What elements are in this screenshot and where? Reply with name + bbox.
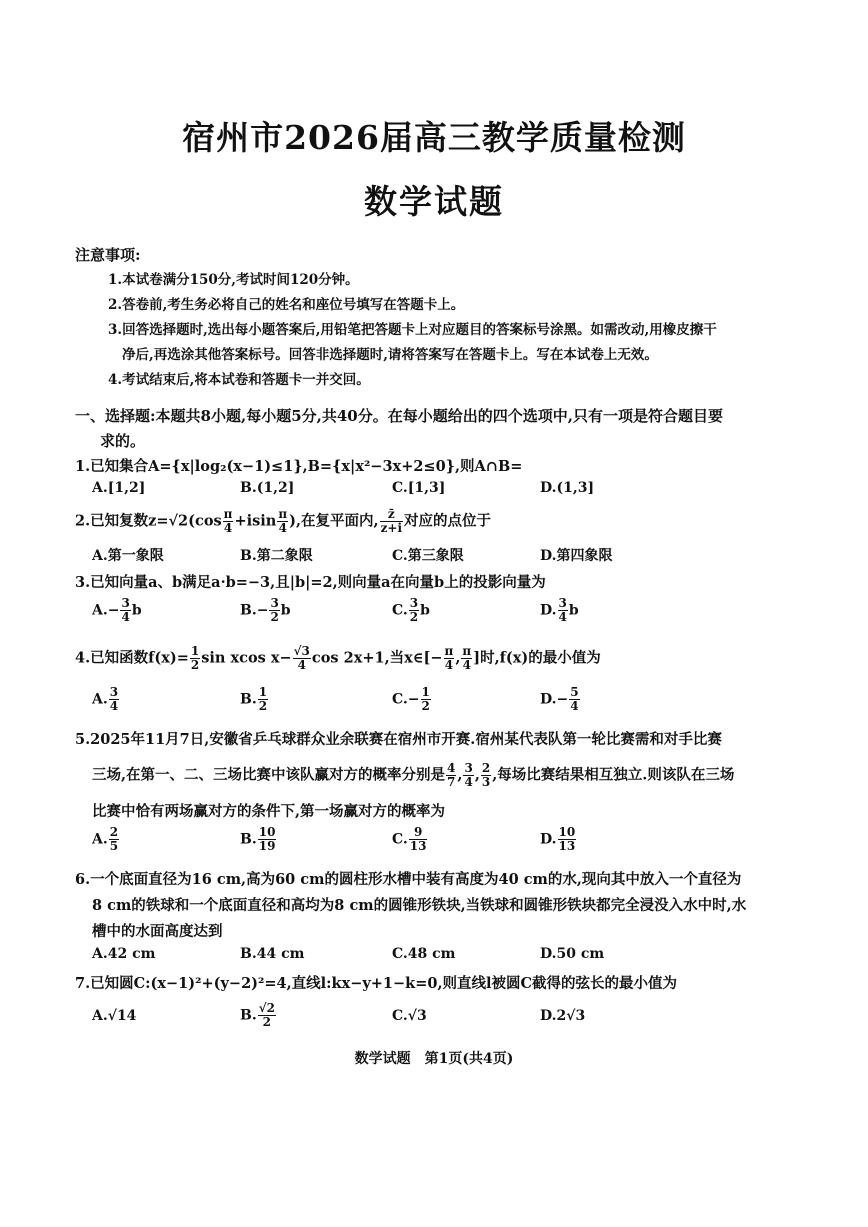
fraction xyxy=(258,826,277,853)
numerator: π xyxy=(278,507,288,521)
q3-option-b xyxy=(240,597,291,624)
option-label: D.− xyxy=(540,691,569,708)
numerator: √2 xyxy=(258,1001,275,1015)
question-4-stem xyxy=(75,645,601,672)
q2-option-b: B.第二象限 xyxy=(240,548,313,564)
fraction xyxy=(461,645,472,672)
fraction xyxy=(569,686,579,713)
denominator: 2 xyxy=(409,610,419,624)
numerator: 3 xyxy=(270,596,279,610)
option-suffix: b xyxy=(568,602,579,619)
numerator: 2 xyxy=(109,825,119,839)
option-suffix: b xyxy=(131,602,142,619)
fraction xyxy=(380,508,403,535)
fraction xyxy=(120,597,130,624)
denominator: 2 xyxy=(258,699,268,713)
denominator: 4 xyxy=(223,521,233,535)
denominator: 4 xyxy=(558,610,567,624)
q5-text: ,每场比赛结果相互独立.则该队在三场 xyxy=(492,766,735,784)
numerator: 3 xyxy=(109,685,119,699)
fraction xyxy=(481,762,491,789)
denominator: 4 xyxy=(570,699,579,713)
fraction xyxy=(258,686,268,713)
option-label: A. xyxy=(92,831,108,848)
note-item: 2.答卷前,考生务必将自己的姓名和座位号填写在答题卡上。 xyxy=(108,297,465,313)
q2-option-d: D.第四象限 xyxy=(540,548,613,564)
option-label: D. xyxy=(540,602,557,619)
denominator: 7 xyxy=(447,775,456,789)
q4-text: 4.已知函数f(x)= xyxy=(75,649,189,667)
numerator: 10 xyxy=(558,825,576,839)
q1-option-c: C.[1,3] xyxy=(392,480,446,496)
note-item: 3.回答选择题时,选出每小题答案后,用铅笔把答题卡上对应题目的答案标号涂黑。如需改动,用橡皮擦干 xyxy=(108,322,717,338)
q4-option-b xyxy=(240,686,269,713)
q5-text: 三场,在第一、二、三场比赛中该队赢对方的概率分别是 xyxy=(92,766,446,784)
numerator: 1 xyxy=(421,685,430,699)
q2-text: 对应的点位于 xyxy=(404,512,492,530)
q3-option-a xyxy=(92,597,142,624)
question-1-stem: 1.已知集合A={x|log₂(x−1)≤1},B={x|x²−3x+2≤0},则A∩B= xyxy=(75,458,523,475)
denominator: 4 xyxy=(444,658,454,672)
denominator: 3 xyxy=(481,775,491,789)
question-3-stem: 3.已知向量a、b满足a·b=−3,且|b|=2,则向量a在向量b上的投影向量为 xyxy=(75,574,546,591)
numerator: 1 xyxy=(258,685,268,699)
denominator: 2 xyxy=(421,699,430,713)
option-label: D. xyxy=(540,831,557,848)
option-label: A. xyxy=(92,691,108,708)
notes-heading: 注意事项: xyxy=(75,246,141,264)
numerator: π xyxy=(223,507,233,521)
q4-text: cos 2x+1,当x∈[− xyxy=(311,649,443,667)
numerator: √3 xyxy=(293,644,310,658)
note-item: 1.本试卷满分150分,考试时间120分钟。 xyxy=(108,272,359,288)
fraction xyxy=(558,597,568,624)
section-heading-cont: 求的。 xyxy=(100,432,146,450)
numerator: 1 xyxy=(190,644,200,658)
fraction xyxy=(109,686,119,713)
denominator: z+i xyxy=(380,521,403,535)
option-label: B. xyxy=(240,831,257,848)
fraction xyxy=(293,645,311,672)
q1-option-a: A.[1,2] xyxy=(92,480,146,496)
question-6-line1: 6.一个底面直径为16 cm,高为60 cm的圆柱形水槽中装有高度为40 cm的水,现向其中放入一个直径为 xyxy=(75,871,742,888)
option-label: C. xyxy=(392,831,408,848)
fraction xyxy=(444,645,455,672)
numerator: 3 xyxy=(121,596,130,610)
numerator: 4 xyxy=(447,761,456,775)
q5-option-c xyxy=(392,826,428,853)
q3-option-c xyxy=(392,597,430,624)
numerator: 10 xyxy=(258,825,276,839)
question-5-line1: 5.2025年11月7日,安徽省乒乓球群众业余联赛在宿州市开赛.宿州某代表队第一轮比赛需和对手比赛 xyxy=(75,731,722,748)
fraction xyxy=(421,686,431,713)
section-heading: 一、选择题:本题共8小题,每小题5分,共40分。在每小题给出的四个选项中,只有一项是符合题目要 xyxy=(75,407,723,425)
q1-option-d: D.(1,3] xyxy=(540,480,595,496)
fraction xyxy=(463,762,473,789)
note-item: 净后,再选涂其他答案标号。回答非选择题时,请将答案写在答题卡上。写在本试卷上无效。 xyxy=(122,347,658,363)
fraction xyxy=(269,597,279,624)
fraction xyxy=(446,762,456,789)
option-label: A.− xyxy=(92,602,120,619)
denominator: 13 xyxy=(558,839,576,853)
q4-option-a xyxy=(92,686,120,713)
q4-text: sin xcos x− xyxy=(201,649,292,667)
denominator: 4 xyxy=(121,610,130,624)
q6-option-b: B.44 cm xyxy=(240,946,305,962)
q2-text: ),在复平面内, xyxy=(289,512,379,530)
fraction xyxy=(409,597,419,624)
fraction xyxy=(558,826,577,853)
fraction xyxy=(409,826,428,853)
page-footer: 数学试题 第1页(共4页) xyxy=(354,1051,514,1067)
q7-option-d: D.2√3 xyxy=(540,1008,586,1024)
denominator: 19 xyxy=(258,839,276,853)
q1-option-b: B.(1,2] xyxy=(240,480,295,496)
numerator: π xyxy=(444,644,454,658)
numerator: 3 xyxy=(558,596,567,610)
numerator: π xyxy=(462,644,472,658)
denominator: 13 xyxy=(409,839,427,853)
numerator: 3 xyxy=(464,761,473,775)
question-5-line3: 比赛中恰有两场赢对方的条件下,第一场赢对方的概率为 xyxy=(92,803,446,820)
option-label: C.− xyxy=(392,691,420,708)
q6-option-c: C.48 cm xyxy=(392,946,456,962)
option-suffix: b xyxy=(420,602,430,619)
question-6-line3: 槽中的水面高度达到 xyxy=(92,923,223,940)
numerator: 3 xyxy=(409,596,419,610)
q4-option-d xyxy=(540,686,581,713)
q2-option-c: C.第三象限 xyxy=(392,548,464,564)
q5-option-a xyxy=(92,826,120,853)
denominator: 2 xyxy=(262,1015,272,1029)
q5-option-d xyxy=(540,826,577,853)
q7-option-b xyxy=(240,1002,277,1029)
q5-option-b xyxy=(240,826,277,853)
question-6-line2: 8 cm的铁球和一个底面直径和高均为8 cm的圆锥形铁块,当铁球和圆锥形铁块都完全浸没入水中时,水 xyxy=(92,897,747,914)
numerator: 5 xyxy=(570,685,579,699)
numerator: 2 xyxy=(481,761,491,775)
denominator: 5 xyxy=(109,839,119,853)
q2-option-a: A.第一象限 xyxy=(92,548,164,564)
question-7-stem: 7.已知圆C:(x−1)²+(y−2)²=4,直线l:kx−y+1−k=0,则直线l被圆C截得的弦长的最小值为 xyxy=(75,975,678,992)
denominator: 2 xyxy=(270,610,279,624)
numerator: 9 xyxy=(409,826,428,840)
option-label: B.− xyxy=(240,602,269,619)
denominator: 4 xyxy=(462,658,471,672)
option-label: C. xyxy=(392,602,408,619)
fraction xyxy=(223,508,234,535)
fraction xyxy=(258,1002,276,1029)
fraction xyxy=(190,645,200,672)
q3-option-d xyxy=(540,597,579,624)
q7-option-a: A.√14 xyxy=(92,1008,137,1024)
denominator: 4 xyxy=(464,775,473,789)
exam-subtitle: 数学试题 xyxy=(364,182,504,221)
question-5-line2: 三场,在第一、二、三场比赛中该队赢对方的概率分别是 $\frac{4}{7}$ , $\frac{3}{4}$ , $\frac{2}{3}$ ,每场比赛结果相互独立.则该队在三场 xyxy=(92,761,735,789)
note-item: 4.考试结束后,将本试卷和答题卡一并交回。 xyxy=(108,372,370,388)
denominator: 4 xyxy=(109,699,119,713)
q6-option-a: A.42 cm xyxy=(92,946,156,962)
q2-text: +isin xyxy=(234,512,277,530)
q4-text: , xyxy=(455,649,461,667)
q2-text: 2.已知复数z=√2(cos xyxy=(75,512,222,530)
question-2-stem xyxy=(75,508,491,535)
q4-text: ]时,f(x)的最小值为 xyxy=(473,649,601,667)
option-label: B. xyxy=(240,691,257,708)
option-suffix: b xyxy=(280,602,291,619)
numerator: z̄ xyxy=(380,508,403,522)
exam-title: 宿州市2026届高三教学质量检测 xyxy=(182,118,686,157)
denominator: 4 xyxy=(297,658,306,672)
fraction xyxy=(109,826,119,853)
denominator: 4 xyxy=(278,521,287,535)
denominator: 2 xyxy=(190,658,200,672)
fraction xyxy=(277,508,288,535)
q7-option-c: C.√3 xyxy=(392,1008,427,1024)
q6-option-d: D.50 cm xyxy=(540,946,605,962)
q4-option-c xyxy=(392,686,432,713)
option-label: B. xyxy=(240,1007,257,1024)
